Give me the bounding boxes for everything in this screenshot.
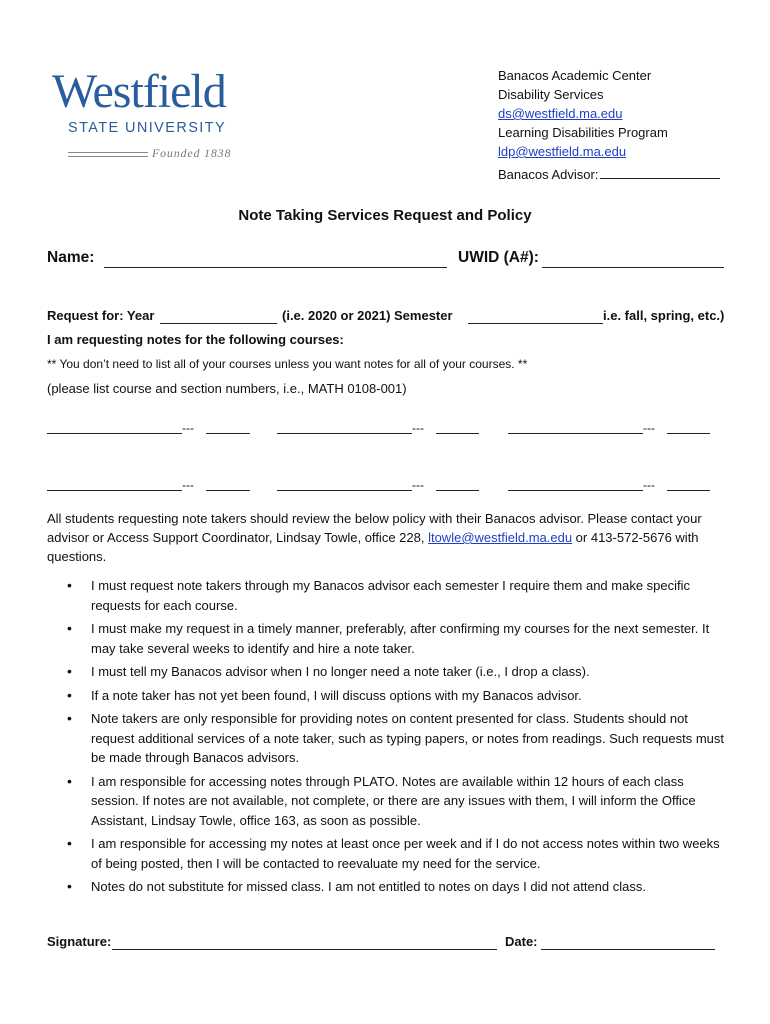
advisor-field[interactable] [600,166,720,179]
course-2-section-line[interactable] [436,433,479,434]
course-6-section-line[interactable] [667,490,710,491]
contact-block [498,66,720,184]
course-5-name-line[interactable] [277,490,412,491]
logo-founded: Founded 1838 [152,146,232,160]
policy-list [47,576,727,901]
bullet-icon: • [67,835,72,851]
intro-text-1: All students requesting note takers should review the below policy with their Banacos advisor. Please contact your advisor or Access Support Coordinator, Lindsay Towle, office 228, [47,511,702,545]
intro-text-2: or 413-572-5676 with questions. [47,530,699,564]
course-6-name-line[interactable] [508,490,643,491]
policy-item-text: I must make my request in a timely manner, preferably, after confirming my courses for the next semester. It may take several weeks to identify and hire a note taker. [91,621,710,656]
course-1-separator: --- [182,421,194,435]
courses-example: (please list course and section numbers, i.e., MATH 0108-001) [47,381,407,396]
policy-item [47,834,727,873]
bullet-icon: • [67,577,72,593]
course-5-section-line[interactable] [436,490,479,491]
contact-program: Learning Disabilities Program [498,125,668,140]
uwid-label: UWID (A#): [458,249,539,266]
year-field[interactable] [160,323,277,324]
bullet-icon: • [67,663,72,679]
advisor-label: Banacos Advisor: [498,167,599,182]
policy-item [47,576,727,615]
bullet-icon: • [67,878,72,894]
course-3-separator: --- [643,421,655,435]
policy-item [47,619,727,658]
policy-item [47,877,727,897]
logo-rule-bottom [68,156,148,157]
uwid-field[interactable] [542,267,724,268]
ldp-email-link[interactable]: ldp@westfield.ma.edu [498,144,627,159]
policy-intro [47,509,727,566]
policy-item [47,709,727,768]
courses-heading: I am requesting notes for the following courses: [47,332,344,347]
policy-item [47,662,727,682]
course-3-name-line[interactable] [508,433,643,434]
policy-item-text: I must request note takers through my Banacos advisor each semester I require them and make specific requests for each course. [91,578,691,613]
course-1-section-line[interactable] [206,433,250,434]
name-field[interactable] [104,267,447,268]
semester-hint: i.e. fall, spring, etc.) [603,308,725,323]
course-2-separator: --- [412,421,424,435]
logo-wordmark: Westfield [52,65,226,118]
bullet-icon: • [67,710,72,726]
signature-field[interactable] [112,949,497,950]
date-label: Date: [505,934,538,949]
semester-field[interactable] [468,323,603,324]
policy-item [47,772,727,831]
course-6-separator: --- [643,478,655,492]
request-year-label: Request for: Year [47,308,155,323]
name-label: Name: [47,249,95,266]
ltowle-email-link[interactable]: ltowle@westfield.ma.edu [428,530,573,545]
contact-center: Banacos Academic Center [498,68,652,83]
bullet-icon: • [67,686,72,703]
course-5-separator: --- [412,478,424,492]
westfield-logo [52,65,242,168]
year-hint: (i.e. 2020 or 2021) Semester [282,308,453,323]
policy-item-text: I must tell my Banacos advisor when I no longer need a note taker (i.e., I drop a class). [91,664,590,679]
signature-label: Signature: [47,934,112,949]
course-2-name-line[interactable] [277,433,412,434]
course-1-name-line[interactable] [47,433,182,434]
form-title: Note Taking Services Request and Policy [238,207,532,224]
course-4-name-line[interactable] [47,490,182,491]
policy-item-text: If a note taker has not yet been found, I will discuss options with my Banacos advisor. [91,687,582,703]
course-4-separator: --- [182,478,194,492]
contact-dept: Disability Services [498,87,604,102]
bullet-icon: • [67,620,72,636]
disability-services-email-link[interactable]: ds@westfield.ma.edu [498,106,623,121]
bullet-icon: • [67,772,72,789]
policy-item [47,686,727,706]
courses-note: ** You don’t need to list all of your courses unless you want notes for all of your courses. ** [47,357,528,371]
logo-rule-top [68,152,148,153]
policy-item-text: I am responsible for accessing my notes at least once per week and if I do not access notes within two weeks of being posted, then I will be contacted to reevaluate my need for the service. [91,836,720,871]
course-4-section-line[interactable] [206,490,250,491]
date-field[interactable] [541,949,715,950]
logo-subtitle: STATE UNIVERSITY [68,120,227,136]
policy-item-text: Notes do not substitute for missed class. I am not entitled to notes on days I did not attend class. [91,879,646,894]
course-3-section-line[interactable] [667,433,710,434]
policy-item-text: I am responsible for accessing notes through PLATO. Notes are available within 12 hours of each class session. If notes are not available, not complete, or there are any issues with them, I will inform the Office Assistant, Lindsay Towle, office 163, as soon as possible. [91,773,696,828]
policy-item-text: Note takers are only responsible for providing notes on content presented for class. Students should not request additional services of a note taker, such as typing papers, or notes from readings. Such requests must be made through Banacos advisors. [91,711,725,765]
